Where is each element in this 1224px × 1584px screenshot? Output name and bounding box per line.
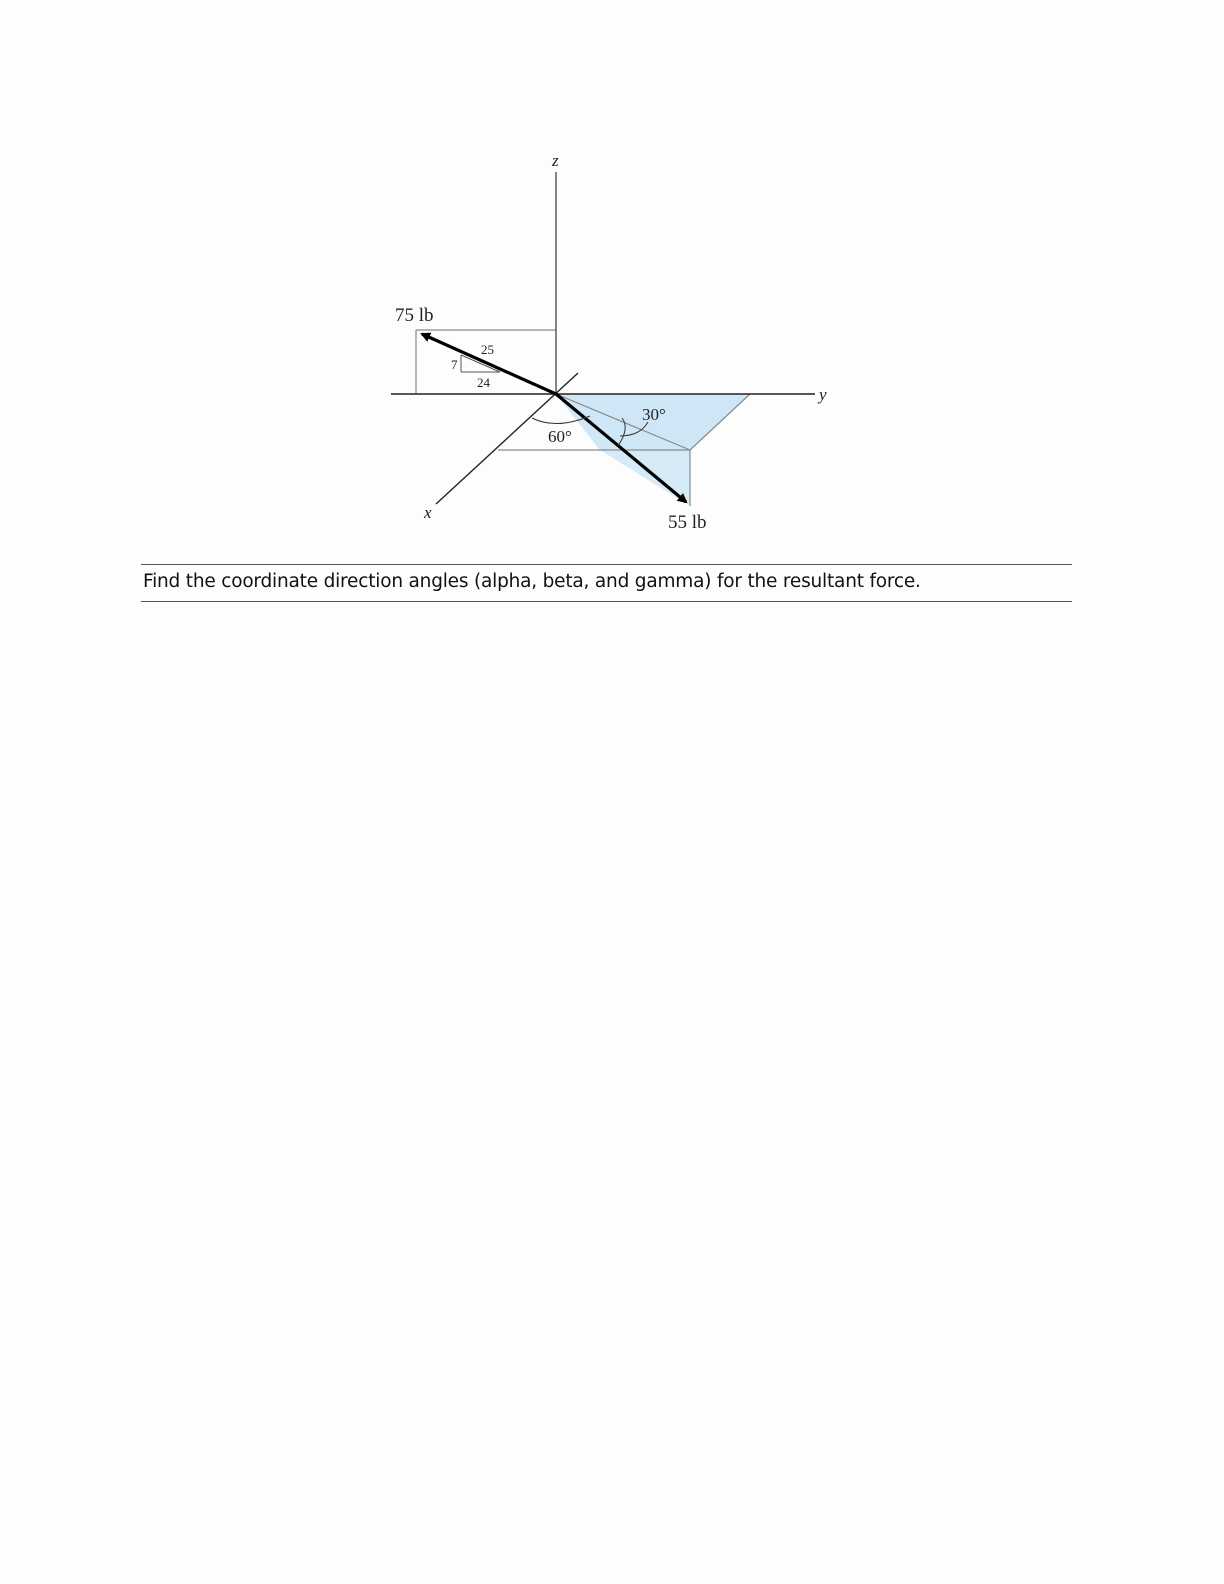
slope-triangle-side [461,355,500,372]
x-axis-label: x [424,503,432,522]
force-diagram [0,0,1224,560]
question-box [141,564,1072,602]
slope-run-label: 24 [477,375,490,390]
force-label-55lb: 55 lb [668,512,707,533]
slope-rise-label: 7 [451,357,458,372]
angle-label-30: 30° [642,405,666,424]
question-text: Find the coordinate direction angles (alpha, beta, and gamma) for the resultant force. [143,571,921,592]
angle-label-60: 60° [548,427,572,446]
slope-hyp-label: 25 [481,342,494,357]
force-label-75lb: 75 lb [395,305,434,326]
y-axis-label: y [819,385,827,404]
z-axis-label: z [552,151,559,170]
